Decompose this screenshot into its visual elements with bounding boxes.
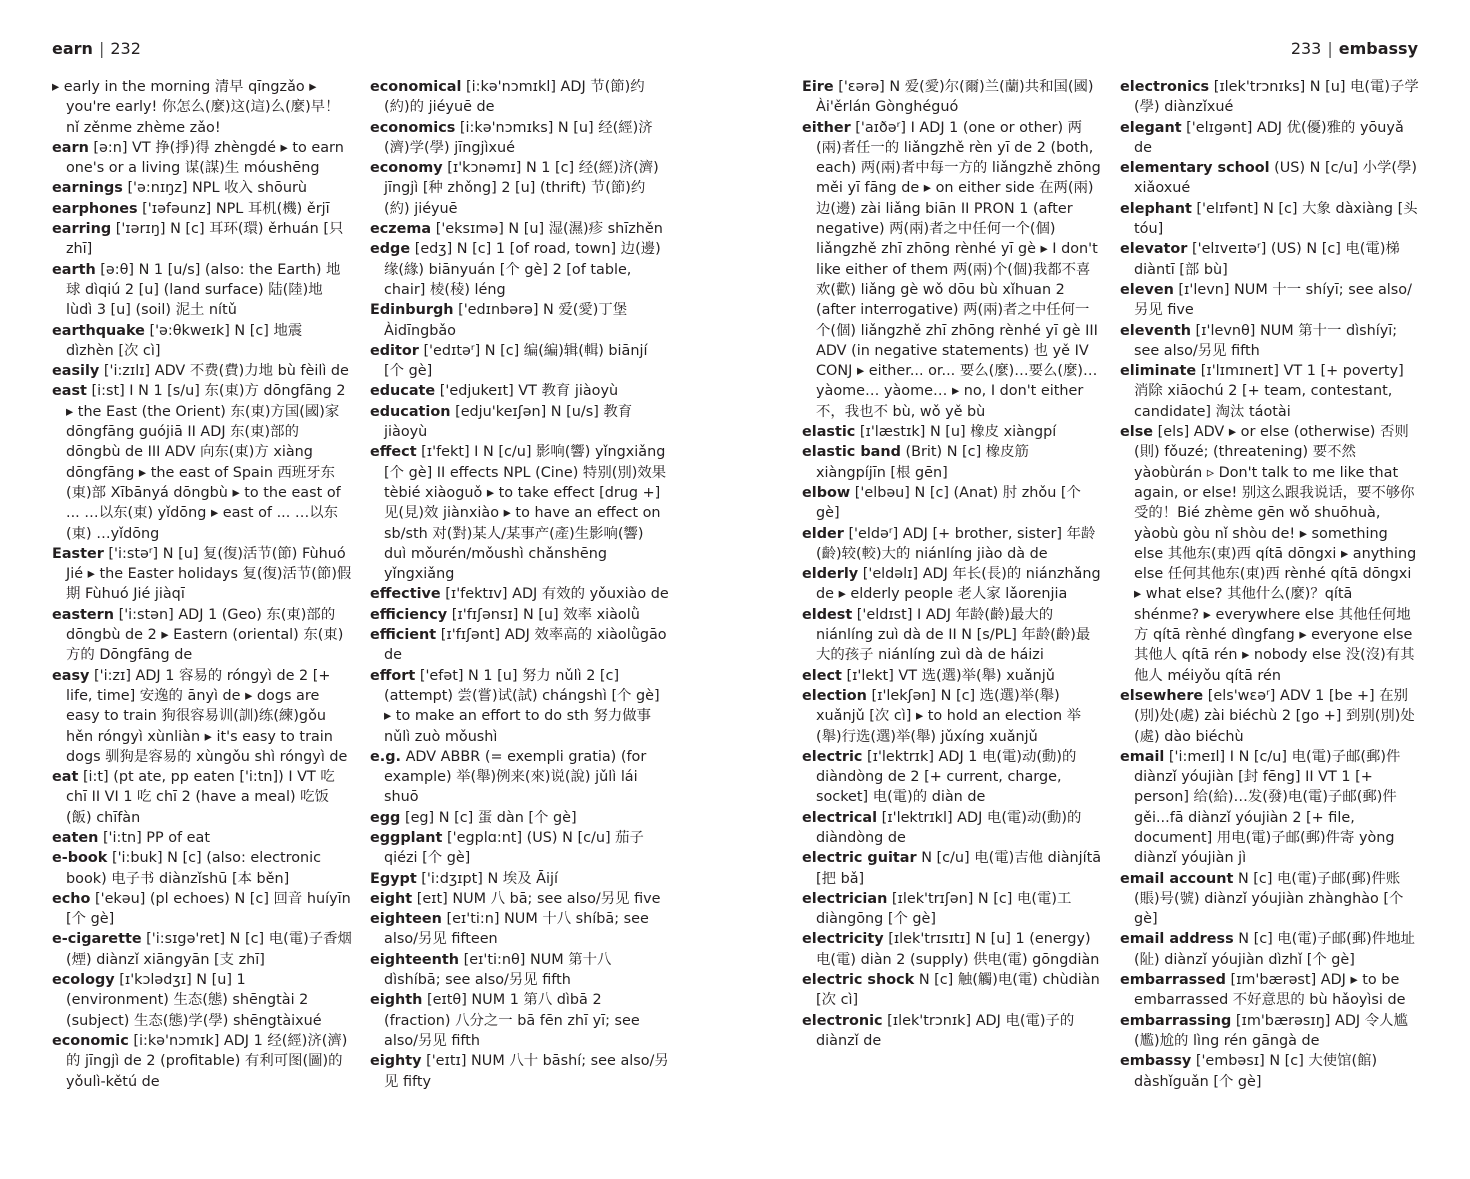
entry-definition: ['ɛərə] N 爱(愛)尔(爾)兰(蘭)共和国(國) Ài'ěrlán Gònghéguó <box>816 79 1094 116</box>
dictionary-entry <box>802 118 1102 422</box>
entry-definition: ▸ early in the morning 清早 qīngzǎo ▸ you're early! 你怎么(麼)这(這)么(麼)早！nǐ zěnme zhème zǎo! <box>52 79 340 136</box>
entry-headword: economy <box>370 160 443 177</box>
dictionary-entry <box>370 950 670 991</box>
entry-definition: [ɪlek'trɔnɪk] ADJ 电(電)子的 diànzǐ de <box>816 1012 1075 1049</box>
dictionary-entry <box>52 828 352 848</box>
page-number: 233 <box>1290 39 1322 58</box>
dictionary-entry <box>52 381 352 543</box>
right-page <box>735 0 1470 1179</box>
dictionary-entry <box>370 239 670 300</box>
dictionary-entry <box>1120 970 1420 1011</box>
entry-headword: Edinburgh <box>370 302 454 319</box>
entry-definition: ['eldɪst] I ADJ 年龄(齡)最大的 niánlíng zuì dà de II N [s/PL] 年龄(齡)最大的孩子 niánlíng zuì dà de háizi <box>816 606 1091 664</box>
header-guide-word: embassy <box>1338 39 1418 58</box>
entry-definition: [edʒ] N [c] 1 [of road, town] 边(邊)缘(緣) biānyuán [个 gè] 2 [of table, chair] 棱(稜) léng <box>384 241 661 298</box>
dictionary-entry <box>1120 869 1420 930</box>
entry-definition: [ɪm'bærəsɪŋ] ADJ 令人尴(尷)尬的 lìng rén gāngà de <box>1134 1012 1408 1049</box>
entry-headword: earth <box>52 261 96 278</box>
entry-headword: e.g. <box>370 748 401 765</box>
entry-definition: N [c] 触(觸)电(電) chùdiàn [次 cì] <box>816 972 1100 1009</box>
entry-definition: [ɪlek'trɪʃən] N [c] 电(電)工 diàngōng [个 gè] <box>816 890 1072 928</box>
entry-headword: elderly <box>802 566 859 583</box>
dictionary-entry <box>1120 118 1420 159</box>
dictionary-entry <box>370 118 670 159</box>
entry-headword: elect <box>802 667 842 684</box>
dictionary-entry <box>52 929 352 970</box>
entry-headword: edge <box>370 241 411 258</box>
entry-definition: [edju'keɪʃən] N [u/s] 教育 jiàoyù <box>384 403 633 441</box>
dictionary-entry <box>1120 929 1420 970</box>
dictionary-entry <box>802 422 1102 442</box>
entry-definition: ['elbəu] N [c] (Anat) 肘 zhǒu [个 gè] <box>816 484 1081 522</box>
entry-definition: [ɪ'fektɪv] ADJ 有效的 yǒuxiào de <box>445 586 669 603</box>
entry-headword: else <box>1120 424 1154 441</box>
dictionary-entry <box>370 889 670 909</box>
page-header-right <box>1291 38 1418 60</box>
dictionary-entry <box>370 747 670 808</box>
dictionary-entry <box>802 564 1102 605</box>
dictionary-entry <box>1120 747 1420 869</box>
entry-headword: eliminate <box>1120 363 1197 380</box>
entry-definition: [ɪ'fekt] I N [c/u] 影响(響) yǐngxiǎng [个 gè] II effects NPL (Cine) 特别(別)效果 tèbié xiàoguǒ ▸ to take effect [drug +] 见(見)效 jiànxiào ▸ to have an effect on sb/sth 对(對)某人/某事产(產)生影响(響) duì mǒurén/mǒushì chǎnshēng yǐngxiǎng <box>384 444 667 583</box>
entry-definition: [ɪ'læstɪk] N [u] 橡皮 xiàngpí <box>859 424 1057 441</box>
entry-definition: ['edɪtəʳ] N [c] 编(編)辑(輯) biānjí [个 gè] <box>384 342 648 380</box>
dictionary-entry <box>370 828 670 869</box>
dictionary-entry <box>802 524 1102 565</box>
dictionary-entry <box>802 77 1102 118</box>
entry-headword: election <box>802 687 867 704</box>
entry-headword: Easter <box>52 545 104 562</box>
entry-headword: earn <box>52 139 89 156</box>
entry-definition: N [c] 电(電)子邮(郵)件地址(阯) diànzǐ yóujiàn dìzhǐ [个 gè] <box>1134 931 1415 968</box>
dictionary-entry <box>802 1011 1102 1052</box>
entry-headword: e-cigarette <box>52 931 142 948</box>
dictionary-entry <box>370 402 670 443</box>
dictionary-entry <box>370 625 670 666</box>
entry-definition: ['efət] N 1 [u] 努力 nǔlì 2 [c] (attempt) 尝(嘗)试(試) chángshì [个 gè] ▸ to make an effort to do sth 努力做事 nǔlì zuò mǒushì <box>384 667 660 745</box>
entry-definition: [i:kə'nɔmɪkl] ADJ 节(節)约(約)的 jiéyuē de <box>384 79 645 116</box>
entry-definition: ['edɪnbərə] N 爱(愛)丁堡 Àidīngbǎo <box>384 302 628 339</box>
entry-headword: efficient <box>370 627 437 644</box>
entry-headword: elegant <box>1120 119 1182 136</box>
entry-headword: echo <box>52 890 91 907</box>
dictionary-entry <box>802 929 1102 970</box>
dictionary-entry <box>52 178 352 198</box>
entry-definition: ['i:stən] ADJ 1 (Geo) 东(東)部的 dōngbù de 2 ▸ Eastern (oriental) 东(東)方的 Dōngfāng de <box>66 606 344 664</box>
dictionary-entry <box>370 909 670 950</box>
dictionary-entry <box>370 666 670 747</box>
dictionary-entry <box>370 219 670 239</box>
entry-definition: [ɪm'bærəst] ADJ ▸ to be embarrassed 不好意思的 bù hǎoyìsi de <box>1134 972 1406 1009</box>
dictionary-entry <box>52 321 352 362</box>
dictionary-entry <box>802 483 1102 524</box>
entry-headword: earring <box>52 221 112 238</box>
entry-headword: electric <box>802 748 863 765</box>
entry-headword: electric guitar <box>802 850 917 867</box>
entry-headword: eggplant <box>370 829 443 846</box>
entry-definition: [ɪ'levnθ] NUM 第十一 dìshíyī; see also/另见 fifth <box>1134 322 1398 359</box>
dictionary-entry <box>52 605 352 666</box>
entry-headword: elephant <box>1120 200 1192 217</box>
dictionary-column <box>1120 77 1420 1092</box>
entry-definition: [ɪlek'trɔnɪks] N [u] 电(電)子学(學) diànzǐxué <box>1134 79 1419 116</box>
header-separator: | <box>98 39 105 58</box>
entry-definition: ['eldəlɪ] ADJ 年长(長)的 niánzhǎng de ▸ elderly people 老人家 lǎorenjia <box>816 566 1101 603</box>
entry-headword: economic <box>52 1032 129 1049</box>
dictionary-entry <box>370 158 670 219</box>
dictionary-entry <box>802 747 1102 808</box>
dictionary-column <box>802 77 1102 1051</box>
entry-definition: [ɪ'lektrɪk] ADJ 1 电(電)动(動)的 diàndòng de 2 [+ current, charge, socket] 电(電)的 diàn de <box>816 748 1077 806</box>
entry-definition: [els] ADV ▸ or else (otherwise) 否则(則) fǒuzé; (threatening) 要不然 yàobùrán ▹ Don't talk to me like that again, or else! 别这么跟我说话，要不够你受的！Bié zhème gēn wǒ shuōhuà, yàobù gòu nǐ shòu de! ▸ something else 其他东(東)西 qítā dōngxi ▸ anything else 任何其他东(東)西 rènhé qítā dōngxi ▸ what else? 其他什么(麼)？qítā shénme? ▸ everywhere else 其他任何地方 qítā rènhé dìngfang ▸ everyone else 其他人 qítā rén ▸ nobody else 没(沒)有其他人 méiyǒu qítā rén <box>1134 424 1417 684</box>
dictionary-entry <box>52 219 352 260</box>
entry-headword: eat <box>52 769 79 786</box>
entry-headword: embarrassed <box>1120 972 1226 989</box>
entry-definition: [ɪlek'trɪsɪtɪ] N [u] 1 (energy) 电(電) diàn 2 (supply) 供电(電) gōngdiàn <box>816 931 1100 968</box>
dictionary-entry <box>52 77 352 138</box>
dictionary-entry <box>52 767 352 828</box>
entry-headword: earthquake <box>52 322 145 339</box>
entry-definition: [ɪ'kɔlədʒɪ] N [u] 1 (environment) 生态(態) shēngtài 2 (subject) 生态(態)学(學) shēngtàixué <box>66 972 322 1029</box>
entry-definition: ['eɪtɪ] NUM 八十 bāshí; see also/另见 fifty <box>384 1053 669 1090</box>
entry-definition: ['ekəu] (pl echoes) N [c] 回音 huíyīn [个 gè] <box>66 890 351 928</box>
dictionary-entry <box>370 381 670 401</box>
entry-headword: Eire <box>802 79 834 95</box>
entry-headword: education <box>370 403 451 420</box>
dictionary-entry <box>370 584 670 604</box>
dictionary-entry <box>802 605 1102 666</box>
entry-headword: eczema <box>370 221 432 238</box>
entry-definition: [ə:n] VT 挣(掙)得 zhèngdé ▸ to earn one's or a living 谋(謀)生 móushēng <box>66 139 344 177</box>
entry-definition: [ɪ'levn] NUM 十一 shíyī; see also/另见 five <box>1134 281 1412 319</box>
entry-headword: eighteenth <box>370 951 460 968</box>
entry-definition: ['eldəʳ] ADJ [+ brother, sister] 年龄(齡)较(較)大的 niánlíng jiào dà de <box>816 525 1096 562</box>
entry-definition: ['elɪveɪtəʳ] (US) N [c] 电(電)梯 diàntī [部 bù] <box>1134 241 1400 278</box>
dictionary-entry <box>52 199 352 219</box>
dictionary-entry <box>370 1051 670 1092</box>
dictionary-entry <box>1120 77 1420 118</box>
entry-definition: ['ɪərɪŋ] N [c] 耳环(環) ěrhuán [只 zhī] <box>66 221 344 258</box>
entry-definition: N [c/u] 电(電)吉他 diànjítā [把 bǎ] <box>816 850 1102 887</box>
entry-headword: elder <box>802 525 844 542</box>
entry-headword: email account <box>1120 870 1234 887</box>
entry-definition: ['i:tn] PP of eat <box>102 829 210 846</box>
dictionary-entry <box>52 138 352 179</box>
entry-definition: [ɪ'fɪʃənsɪ] N [u] 效率 xiàolǜ <box>451 606 640 623</box>
entry-headword: Egypt <box>370 870 417 887</box>
entry-definition: [eɪtθ] NUM 1 第八 dìbā 2 (fraction) 八分之一 bā fēn zhī yī; see also/另见 fifth <box>384 992 640 1049</box>
entry-definition: ['i:zɪlɪ] ADV 不费(費)力地 bù fèilì de <box>103 363 349 380</box>
entry-headword: electricity <box>802 931 884 948</box>
entry-definition: [i:kə'nɔmɪk] ADJ 1 经(經)济(濟)的 jīngjì de 2 (profitable) 有利可图(圖)的 yǒulì-kětú de <box>66 1032 348 1090</box>
dictionary-entry <box>370 869 670 889</box>
page-number: 232 <box>110 39 141 58</box>
entry-definition: [ɪ'kɔnəmɪ] N 1 [c] 经(經)济(濟) jīngjì [种 zhǒng] 2 [u] (thrift) 节(節)约(約) jiéyuē <box>384 160 659 217</box>
entry-headword: effort <box>370 667 416 684</box>
entry-headword: economical <box>370 79 462 95</box>
dictionary-entry <box>802 666 1102 686</box>
entry-definition: ['egplɑ:nt] (US) N [c/u] 茄子 qiézi [个 gè] <box>384 829 644 867</box>
entry-definition: [i:st] I N 1 [s/u] 东(東)方 dōngfāng 2 ▸ the East (the Orient) 东(東)方国(國)家 dōngfāng guójiā II ADJ 东(東)部的 dōngbù de III ADV 向东(東)方 xiàng dōngfāng ▸ the east of Spain 西班牙东(東)部 Xībānyá dōngbù ▸ to the east of ... …以东(東) yǐdōng ▸ east of ... …以东(東) …yǐdōng <box>66 383 346 542</box>
entry-definition: [eɪt] NUM 八 bā; see also/另见 five <box>416 890 661 907</box>
entry-definition: (US) N [c/u] 小学(學) xiǎoxué <box>1134 160 1418 197</box>
dictionary-entry <box>1120 239 1420 280</box>
entry-definition: [ɪ'lekt] VT 选(選)举(舉) xuǎnjǔ <box>846 667 1055 684</box>
entry-headword: electrician <box>802 890 888 907</box>
entry-headword: eighth <box>370 992 423 1009</box>
entry-headword: elementary school <box>1120 160 1270 177</box>
dictionary-entry <box>52 1031 352 1092</box>
dictionary-entry <box>370 341 670 382</box>
dictionary-entry <box>1120 422 1420 686</box>
entry-headword: e-book <box>52 850 108 867</box>
entry-headword: elastic band <box>802 444 901 461</box>
entry-definition: [ɪ'fɪʃənt] ADJ 效率高的 xiàolǜgāo de <box>384 627 667 664</box>
dictionary-entry <box>52 848 352 889</box>
entry-definition: [els'wɛəʳ] ADV 1 [be +] 在别(別)处(處) zài biéchù 2 [go +] 到别(別)处(處) dào biéchù <box>1134 687 1415 745</box>
entry-headword: either <box>802 119 851 136</box>
dictionary-entry <box>52 361 352 381</box>
entry-definition: N [c] 电(電)子邮(郵)件账(賬)号(號) diànzǐ yóujiàn zhànghào [个 gè] <box>1134 870 1404 928</box>
entry-definition: ['ə:θkweɪk] N [c] 地震 dìzhèn [次 cì] <box>66 322 303 359</box>
dictionary-column <box>370 77 670 1092</box>
entry-headword: ecology <box>52 972 115 989</box>
dictionary-entry <box>52 260 352 321</box>
dictionary-entry <box>370 605 670 625</box>
dictionary-entry <box>802 848 1102 889</box>
entry-headword: effect <box>370 444 417 461</box>
dictionary-entry <box>802 442 1102 483</box>
entry-definition: ['eksɪmə] N [u] 湿(濕)疹 shīzhěn <box>435 221 663 238</box>
entry-headword: eleven <box>1120 281 1174 298</box>
entry-definition: [eɪ'ti:nθ] NUM 第十八 dìshíbā; see also/另见 fifth <box>384 951 612 989</box>
dictionary-entry <box>802 889 1102 930</box>
entry-definition: ['i:buk] N [c] (also: electronic book) 电子书 diànzǐshū [本 běn] <box>66 850 322 887</box>
entry-headword: editor <box>370 342 419 359</box>
entry-headword: eastern <box>52 606 115 623</box>
entry-definition: ['i:dʒɪpt] N 埃及 Āijí <box>421 870 558 887</box>
dictionary-entry <box>1120 361 1420 422</box>
entry-definition: [eg] N [c] 蛋 dàn [个 gè] <box>404 809 577 826</box>
dictionary-entry <box>370 77 670 118</box>
entry-headword: earnings <box>52 180 123 197</box>
entry-headword: easily <box>52 363 100 380</box>
page-header-left <box>52 38 141 60</box>
dictionary-entry <box>370 300 670 341</box>
dictionary-entry <box>802 970 1102 1011</box>
entry-definition: [i:kə'nɔmɪks] N [u] 经(經)济(濟)学(學) jīngjìxué <box>384 119 653 156</box>
entry-headword: electronic <box>802 1012 883 1029</box>
entry-headword: earphones <box>52 200 138 217</box>
entry-definition: ['i:meɪl] I N [c/u] 电(電)子邮(郵)件 diànzǐ yóujiàn [封 fēng] II VT 1 [+ person] 给(給)…发(發)电(電)子邮(郵)件 gěi...fā diànzǐ yóujiàn 2 [+ file, document] 用电(電)子邮(郵)件寄 yòng diànzǐ yóujiàn jì <box>1134 748 1401 867</box>
entry-definition: ['elɪfənt] N [c] 大象 dàxiàng [头 tóu] <box>1134 200 1418 238</box>
entry-headword: electrical <box>802 809 878 826</box>
entry-definition: ['elɪgənt] ADJ 优(優)雅的 yōuyǎ de <box>1134 119 1404 156</box>
header-guide-word: earn <box>52 39 93 58</box>
entry-headword: eighteen <box>370 911 442 928</box>
entry-definition: (Brit) N [c] 橡皮筋 xiàngpíjīn [根 gēn] <box>816 444 1029 481</box>
entry-headword: embassy <box>1120 1053 1192 1070</box>
entry-definition: ['aɪðəʳ] I ADJ 1 (one or other) 两(兩)者任一的 liǎngzhě rèn yī de 2 (both, each) 两(兩)者中每一方的 liǎngzhě zhōng měi yī fāng de ▸ on either side 在两(兩)边(邊) zài liǎng biān II PRON 1 (after negative) 两(兩)者之中任何一个(個) liǎngzhě zhī zhōng rènhé yī gè ▸ I don't like either of them 两(兩)个(個)我都不喜欢(歡) liǎng gè wǒ dōu bù xǐhuan 2 (after interrogative) 两(兩)者之中任何一个(個) liǎngzhě zhī zhōng rènhé yī gè III ADV (in negative statements) 也 yě IV CONJ ▸ either... or... 要么(麼)…要么(麼)… yàome… yàome… ▸ no, I don't either 不，我也不 bù, wǒ yě bù <box>816 119 1101 420</box>
dictionary-entry <box>52 544 352 605</box>
entry-headword: economics <box>370 119 456 136</box>
entry-definition: ADV ABBR (= exempli gratia) (for example) 举(舉)例来(來)说(說) jǔlì lái shuō <box>384 748 647 806</box>
entry-headword: electronics <box>1120 79 1210 95</box>
dictionary-entry <box>1120 280 1420 321</box>
entry-definition: [ɪ'lekʃən] N [c] 选(選)举(舉) xuǎnjǔ [次 cì] ▸ to hold an election 举(舉)行选(選)举(舉) jǔxíng xuǎnjǔ <box>816 687 1082 745</box>
entry-definition: ['ə:nɪŋz] NPL 收入 shōurù <box>127 180 308 197</box>
dictionary-entry <box>52 970 352 1031</box>
dictionary-entry <box>802 686 1102 747</box>
entry-headword: egg <box>370 809 401 826</box>
entry-definition: ['i:zɪ] ADJ 1 容易的 róngyì de 2 [+ life, time] 安逸的 ānyì de ▸ dogs are easy to train 狗很容易训(訓)练(練)gǒu hěn róngyì xùnliàn ▸ it's easy to train dogs 驯狗是容易的 xùngǒu shì róngyì de <box>66 667 348 765</box>
entry-definition: ['i:stəʳ] N [u] 复(復)活节(節) Fùhuó Jié ▸ the Easter holidays 复(復)活节(節)假期 Fùhuó Jié jiàqī <box>66 545 352 603</box>
entry-headword: eldest <box>802 606 853 623</box>
dictionary-entry <box>1120 1011 1420 1052</box>
entry-headword: elbow <box>802 484 851 501</box>
dictionary-entry <box>52 666 352 767</box>
entry-headword: embarrassing <box>1120 1012 1232 1029</box>
dictionary-entry <box>52 889 352 930</box>
entry-headword: eleventh <box>1120 322 1191 339</box>
dictionary-entry <box>370 990 670 1051</box>
entry-headword: eighty <box>370 1053 422 1070</box>
entry-headword: east <box>52 383 87 400</box>
entry-definition: [eɪ'ti:n] NUM 十八 shíbā; see also/另见 fifteen <box>384 911 649 948</box>
entry-definition: [ɪ'lektrɪkl] ADJ 电(電)动(動)的 diàndòng de <box>816 809 1082 846</box>
entry-definition: ['ɪəfəunz] NPL 耳机(機) ěrjī <box>142 200 330 217</box>
dictionary-entry <box>1120 686 1420 747</box>
dictionary-column <box>52 77 352 1092</box>
entry-definition: [ə:θ] N 1 [u/s] (also: the Earth) 地球 dìqiú 2 [u] (land surface) 陆(陸)地 lùdì 3 [u] (soil) 泥土 nítǔ <box>66 261 341 319</box>
entry-definition: ['i:sɪgə'ret] N [c] 电(電)子香烟(煙) diànzǐ xiāngyān [支 zhī] <box>66 931 352 968</box>
entry-headword: electric shock <box>802 972 915 989</box>
dictionary-entry <box>1120 199 1420 240</box>
dictionary-entry <box>1120 1051 1420 1092</box>
dictionary-entry <box>802 808 1102 849</box>
entry-headword: eight <box>370 890 413 907</box>
entry-headword: educate <box>370 383 436 400</box>
entry-headword: email <box>1120 748 1165 765</box>
header-separator: | <box>1327 39 1333 58</box>
entry-definition: ['embəsɪ] N [c] 大使馆(館) dàshǐguǎn [个 gè] <box>1134 1053 1378 1090</box>
entry-definition: [i:t] (pt ate, pp eaten ['i:tn]) I VT 吃 chī II VI 1 吃 chī 2 (have a meal) 吃饭(飯) chīfàn <box>66 769 335 826</box>
dictionary-entry <box>1120 321 1420 362</box>
entry-headword: elevator <box>1120 241 1188 258</box>
entry-headword: eaten <box>52 829 99 846</box>
dictionary-entry <box>370 808 670 828</box>
entry-headword: email address <box>1120 931 1234 948</box>
entry-headword: effective <box>370 586 441 603</box>
entry-definition: ['edjukeɪt] VT 教育 jiàoyù <box>439 383 619 400</box>
entry-headword: easy <box>52 667 90 684</box>
entry-headword: efficiency <box>370 606 448 623</box>
entry-headword: elastic <box>802 424 856 441</box>
dictionary-entry <box>370 442 670 584</box>
entry-headword: elsewhere <box>1120 687 1204 704</box>
dictionary-entry <box>1120 158 1420 199</box>
entry-definition: [ɪ'lɪmɪneɪt] VT 1 [+ poverty] 消除 xiāochú 2 [+ team, contestant, candidate] 淘汰 táotài <box>1134 363 1404 420</box>
